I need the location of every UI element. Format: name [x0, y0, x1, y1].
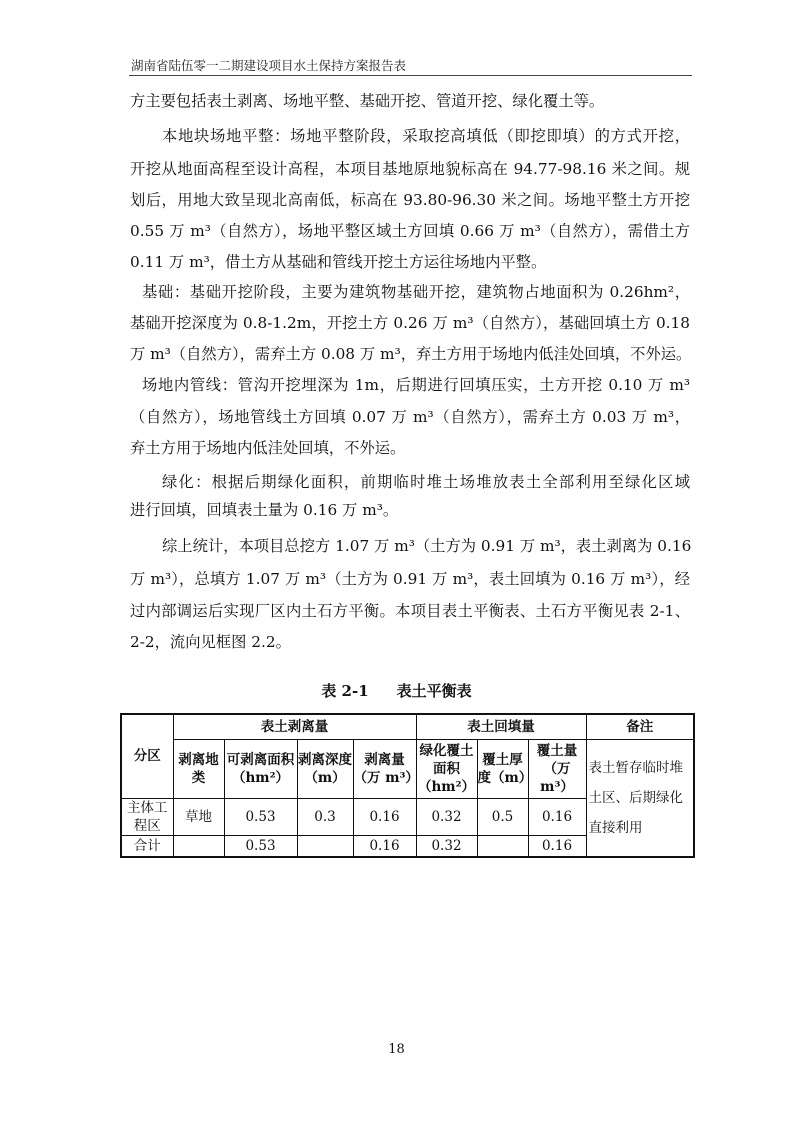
table-cell: 0.32	[416, 798, 477, 835]
header-fill: 表土回填量	[416, 714, 586, 739]
body-line: （自然方），场地管线土方回填 0.07 万 m³（自然方），需弃土方 0.03 万 m³，	[130, 408, 690, 426]
table-cell: 0.3	[297, 798, 353, 835]
table-cell: 0.5	[477, 798, 528, 835]
table-cell	[173, 835, 224, 857]
body-line: 场地内管线：管沟开挖埋深为 1m，后期进行回填压实，土方开挖 0.10 万 m³	[142, 376, 690, 394]
body-line: 本地块场地平整：场地平整阶段，采取挖高填低（即挖即填）的方式开挖，	[162, 127, 690, 145]
body-line: 综上统计，本项目总挖方 1.07 万 m³（土方为 0.91 万 m³，表土剥离为 0.16	[162, 537, 692, 555]
column-header: 剥离地类	[173, 739, 224, 798]
body-line: 万 m³），总填方 1.07 万 m³（土方为 0.91 万 m³，表土回填为 0.16 万 m³），经	[130, 570, 690, 588]
column-header: 剥离深度（m）	[297, 739, 353, 798]
table-cell	[297, 835, 353, 857]
body-line: 基础：基础开挖阶段，主要为建筑物基础开挖，建筑物占地面积为 0.26hm²，	[142, 283, 690, 301]
body-line: 万 m³（自然方），需弃土方 0.08 万 m³，弃土方用于场地内低洼处回填，不外运。	[130, 345, 692, 363]
table-number: 表 2-1	[321, 682, 369, 700]
table-cell: 0.16	[528, 835, 586, 857]
table-cell	[477, 835, 528, 857]
table-cell: 0.53	[224, 798, 297, 835]
column-header: 剥离量（万 m³）	[353, 739, 416, 798]
body-line: 0.11 万 m³，借土方从基础和管线开挖土方运往场地内平整。	[130, 253, 547, 271]
header-note: 备注	[586, 714, 694, 739]
zone-cell: 主体工程区	[121, 798, 173, 835]
table-cell: 0.16	[353, 835, 416, 857]
table-cell: 0.16	[353, 798, 416, 835]
body-line: 划后，用地大致呈现北高南低，标高在 93.80-96.30 米之间。场地平整土方开挖	[130, 191, 690, 209]
table-cell: 0.16	[528, 798, 586, 835]
column-header: 覆土厚度（m）	[477, 739, 528, 798]
column-header: 可剥离面积（hm²）	[224, 739, 297, 798]
column-header: 绿化覆土面积（hm²）	[416, 739, 477, 798]
header-strip: 表土剥离量	[173, 714, 416, 739]
header-zone: 分区	[121, 714, 173, 798]
table-title: 表土平衡表	[396, 682, 472, 700]
topsoil-balance-table	[120, 713, 695, 858]
body-line: 0.55 万 m³（自然方），场地平整区域土方回填 0.66 万 m³（自然方），需借土方	[130, 222, 690, 240]
running-header: 湖南省陆伍零一二期建设项目水土保持方案报告表	[131, 58, 407, 73]
body-line: 弃土方用于场地内低洼处回填，不外运。	[130, 439, 406, 457]
body-line: 基础开挖深度为 0.8-1.2m，开挖土方 0.26 万 m³（自然方），基础回填土方 0.18	[130, 314, 690, 332]
body-line: 进行回填，回填表土量为 0.16 万 m³。	[130, 501, 399, 519]
note-cell: 表土暂存临时堆土区、后期绿化直接利用	[586, 739, 694, 857]
header-rule	[129, 75, 692, 76]
page-number: 18	[388, 1042, 405, 1057]
column-header: 覆土量（万 m³）	[528, 739, 586, 798]
body-line: 过内部调运后实现厂区内土石方平衡。本项目表土平衡表、土石方平衡见表 2-1、	[130, 602, 690, 620]
table-cell: 0.53	[224, 835, 297, 857]
table-caption	[0, 680, 793, 701]
table-cell: 草地	[173, 798, 224, 835]
body-line: 绿化：根据后期绿化面积，前期临时堆土场堆放表土全部利用至绿化区域	[162, 473, 690, 491]
zone-cell: 合计	[121, 835, 173, 857]
table-cell: 0.32	[416, 835, 477, 857]
body-line: 方主要包括表土剥离、场地平整、基础开挖、管道开挖、绿化覆土等。	[130, 92, 605, 110]
body-line: 开挖从地面高程至设计高程，本项目基地原地貌标高在 94.77-98.16 米之间。规	[130, 160, 690, 178]
body-line: 2-2，流向见框图 2.2。	[130, 633, 291, 651]
